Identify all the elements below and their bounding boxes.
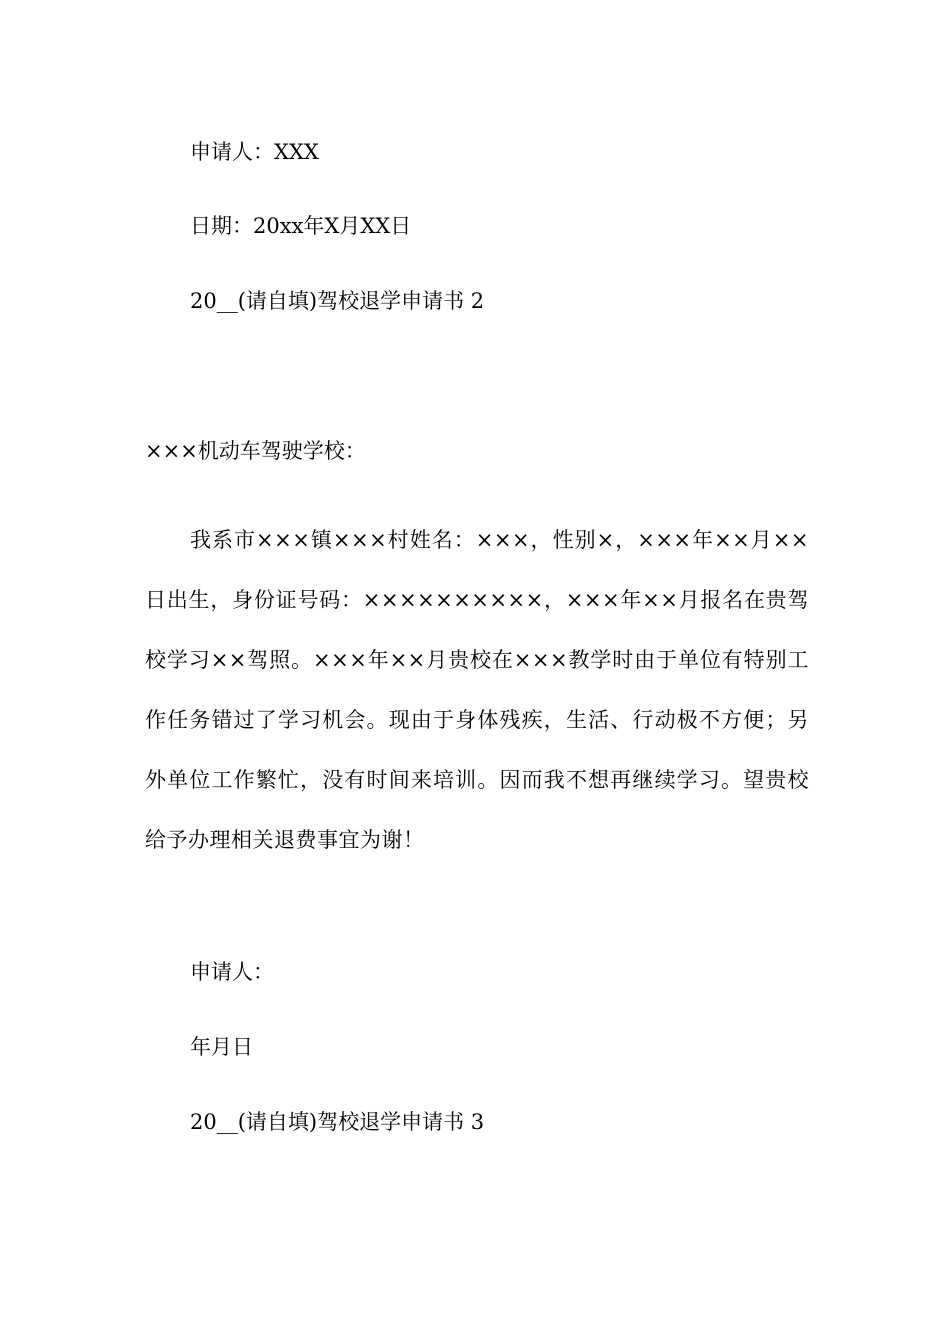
applicant-signature-line: 申请人：	[190, 960, 274, 984]
section-3-title: 20__(请自填)驾校退学申请书 3	[190, 1110, 485, 1134]
body-paragraph: 我系市×××镇×××村姓名：×××，性别×，×××年××月××日出生，身份证号码：××××××××××，×××年××月报名在贵驾校学习××驾照。×××年××月贵校在×××教学时由于单位有特别工作任务错过了学习机会。现由于身体残疾，生活、行动极不方便；另外单位工作繁忙，没有时间来培训。因而我不想再继续学习。望贵校给予办理相关退费事宜为谢！	[145, 528, 809, 852]
signature-date-line: 年月日	[190, 1035, 253, 1059]
applicant-line: 申请人：XXX	[190, 140, 319, 164]
date-line: 日期：20xx年X月XX日	[190, 214, 412, 238]
salutation: ×××机动车驾驶学校：	[145, 439, 366, 463]
section-2-title: 20__(请自填)驾校退学申请书 2	[190, 289, 485, 313]
